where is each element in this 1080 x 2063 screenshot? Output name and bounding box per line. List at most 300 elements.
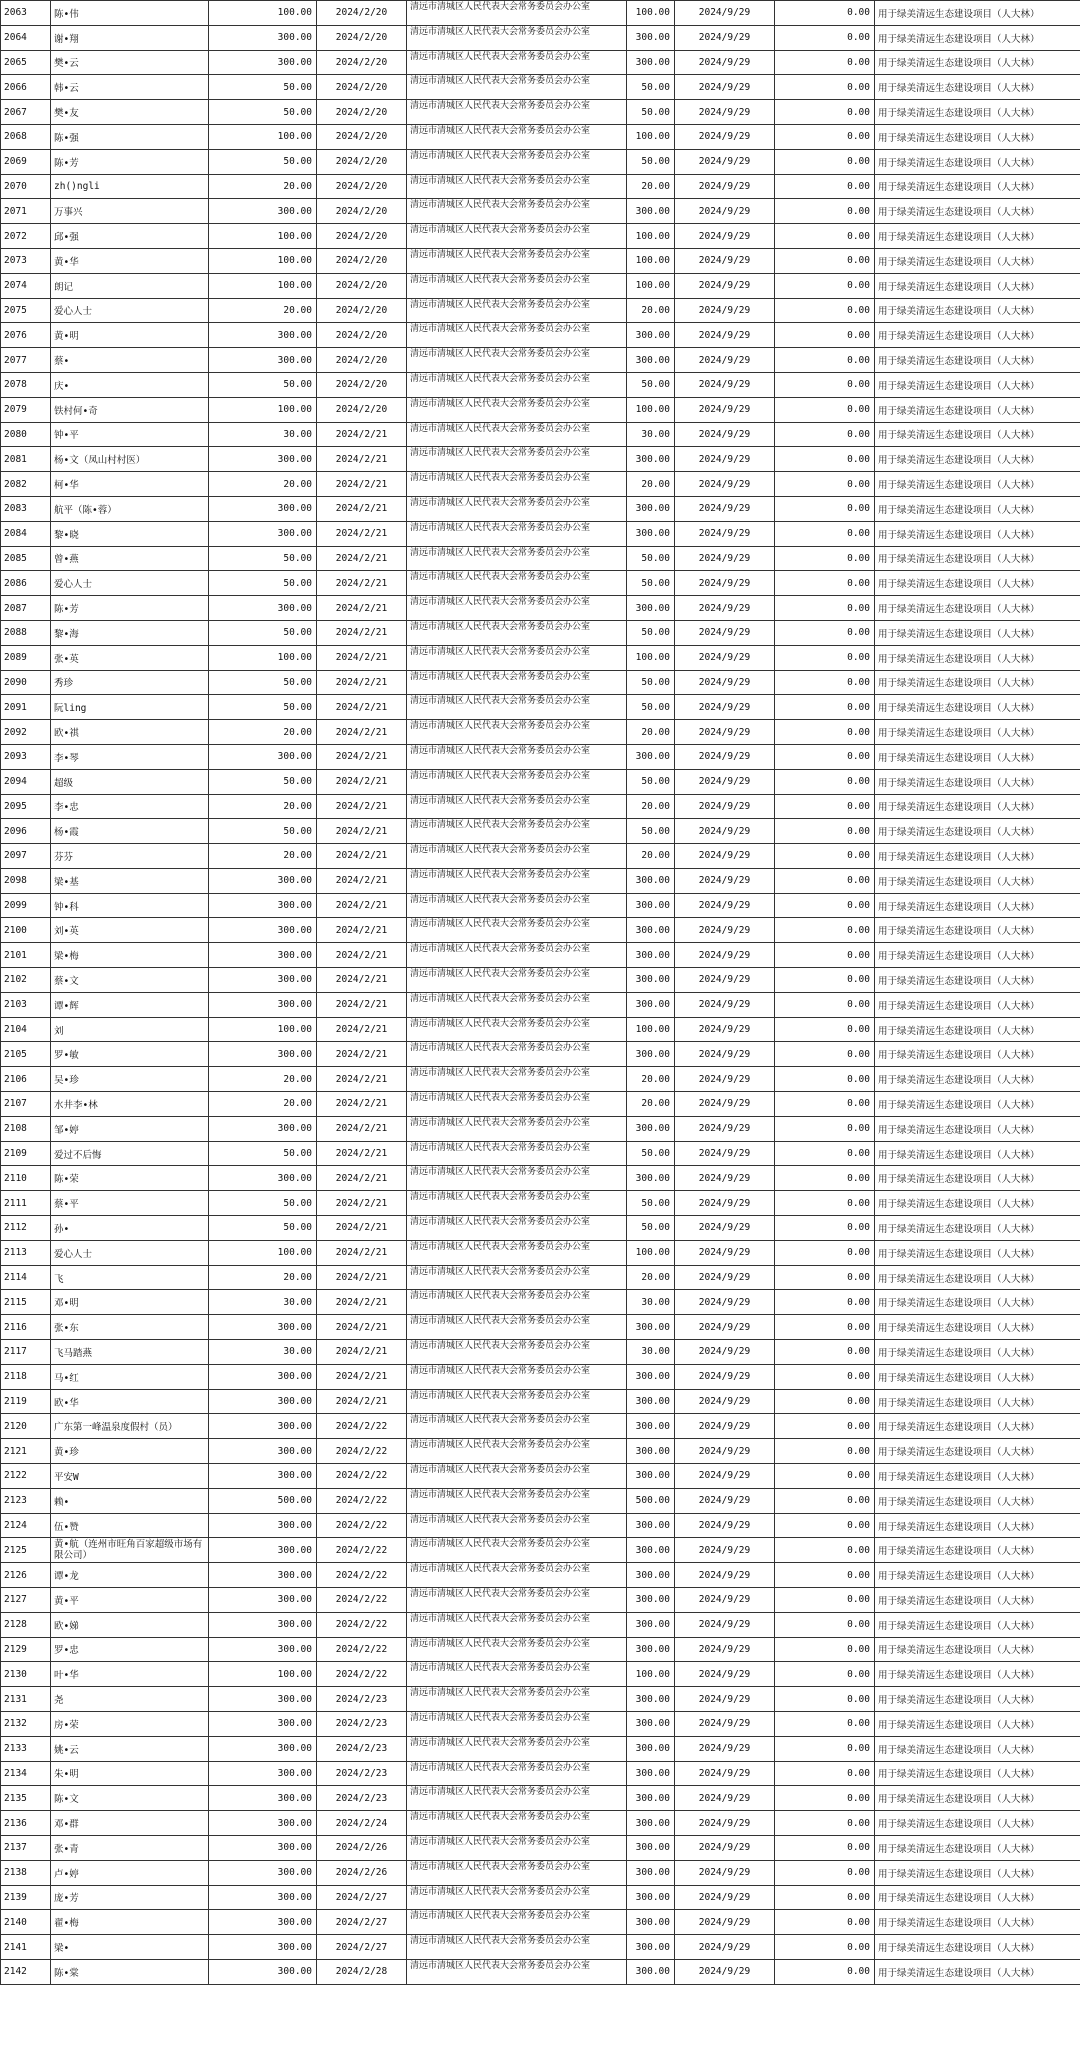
donation-amount-cell: 50.00 xyxy=(209,372,317,397)
donation-amount-cell: 300.00 xyxy=(209,1414,317,1439)
donation-date-cell: 2024/2/21 xyxy=(317,1116,407,1141)
donation-date-cell: 2024/2/26 xyxy=(317,1860,407,1885)
receipt-date-cell: 2024/9/29 xyxy=(675,1588,775,1613)
donation-date-cell: 2024/2/21 xyxy=(317,645,407,670)
received-amount-cell: 20.00 xyxy=(627,720,675,745)
donor-name-cell: 杨•霞 xyxy=(51,819,209,844)
receipt-date-cell: 2024/9/29 xyxy=(675,1711,775,1736)
donor-name-cell: 黄•珍 xyxy=(51,1439,209,1464)
purpose-cell: 用于绿美清远生态建设项目（人大林） xyxy=(875,1166,1080,1191)
row-seq-cell: 2136 xyxy=(1,1811,51,1836)
donation-amount-cell: 300.00 xyxy=(209,1761,317,1786)
donor-name-cell: 陈•棠 xyxy=(51,1959,209,1984)
receipt-date-cell: 2024/9/29 xyxy=(675,1017,775,1042)
receipt-date-cell: 2024/9/29 xyxy=(675,620,775,645)
table-row xyxy=(1,1464,1080,1489)
row-seq-cell: 2084 xyxy=(1,521,51,546)
received-amount-cell: 20.00 xyxy=(627,794,675,819)
balance-cell: 0.00 xyxy=(775,273,875,298)
donation-date-cell: 2024/2/20 xyxy=(317,25,407,50)
received-amount-cell: 20.00 xyxy=(627,1067,675,1092)
row-seq-cell: 2118 xyxy=(1,1364,51,1389)
row-seq-cell: 2067 xyxy=(1,100,51,125)
donation-date-cell: 2024/2/20 xyxy=(317,124,407,149)
recipient-org-cell: 清远市清城区人民代表大会常务委员会办公室 xyxy=(407,571,627,596)
donor-name-cell: 铁村何•奇 xyxy=(51,397,209,422)
row-seq-cell: 2090 xyxy=(1,670,51,695)
donation-amount-cell: 300.00 xyxy=(209,1166,317,1191)
table-row xyxy=(1,447,1080,472)
row-seq-cell: 2066 xyxy=(1,75,51,100)
purpose-cell: 用于绿美清远生态建设项目（人大林） xyxy=(875,496,1080,521)
receipt-date-cell: 2024/9/29 xyxy=(675,50,775,75)
row-seq-cell: 2140 xyxy=(1,1910,51,1935)
donation-amount-cell: 300.00 xyxy=(209,1786,317,1811)
donor-name-cell: 赖• xyxy=(51,1488,209,1513)
row-seq-cell: 2078 xyxy=(1,372,51,397)
purpose-cell: 用于绿美清远生态建设项目（人大林） xyxy=(875,1736,1080,1761)
row-seq-cell: 2082 xyxy=(1,472,51,497)
table-row xyxy=(1,472,1080,497)
recipient-org-cell: 清远市清城区人民代表大会常务委员会办公室 xyxy=(407,1216,627,1241)
receipt-date-cell: 2024/9/29 xyxy=(675,1067,775,1092)
recipient-org-cell: 清远市清城区人民代表大会常务委员会办公室 xyxy=(407,596,627,621)
row-seq-cell: 2110 xyxy=(1,1166,51,1191)
donation-date-cell: 2024/2/21 xyxy=(317,943,407,968)
row-seq-cell: 2094 xyxy=(1,769,51,794)
donor-name-cell: 欧•祺 xyxy=(51,720,209,745)
donation-amount-cell: 300.00 xyxy=(209,1736,317,1761)
table-row xyxy=(1,695,1080,720)
row-seq-cell: 2117 xyxy=(1,1340,51,1365)
received-amount-cell: 300.00 xyxy=(627,447,675,472)
purpose-cell: 用于绿美清远生态建设项目（人大林） xyxy=(875,620,1080,645)
donor-name-cell: 黄•平 xyxy=(51,1588,209,1613)
donation-amount-cell: 300.00 xyxy=(209,596,317,621)
table-row xyxy=(1,1116,1080,1141)
donation-date-cell: 2024/2/21 xyxy=(317,1067,407,1092)
donation-amount-cell: 300.00 xyxy=(209,50,317,75)
table-row xyxy=(1,397,1080,422)
recipient-org-cell: 清远市清城区人民代表大会常务委员会办公室 xyxy=(407,1959,627,1984)
received-amount-cell: 300.00 xyxy=(627,25,675,50)
row-seq-cell: 2097 xyxy=(1,844,51,869)
purpose-cell: 用于绿美清远生态建设项目（人大林） xyxy=(875,645,1080,670)
table-row xyxy=(1,1736,1080,1761)
purpose-cell: 用于绿美清远生态建设项目（人大林） xyxy=(875,744,1080,769)
donor-name-cell: 罗•忠 xyxy=(51,1637,209,1662)
purpose-cell: 用于绿美清远生态建设项目（人大林） xyxy=(875,1488,1080,1513)
table-row xyxy=(1,1265,1080,1290)
table-row xyxy=(1,1240,1080,1265)
balance-cell: 0.00 xyxy=(775,149,875,174)
received-amount-cell: 300.00 xyxy=(627,943,675,968)
table-row xyxy=(1,1439,1080,1464)
donation-amount-cell: 300.00 xyxy=(209,348,317,373)
donation-amount-cell: 20.00 xyxy=(209,472,317,497)
receipt-date-cell: 2024/9/29 xyxy=(675,496,775,521)
table-row xyxy=(1,1092,1080,1117)
balance-cell: 0.00 xyxy=(775,992,875,1017)
table-row xyxy=(1,1067,1080,1092)
received-amount-cell: 50.00 xyxy=(627,372,675,397)
purpose-cell: 用于绿美清远生态建设项目（人大林） xyxy=(875,1092,1080,1117)
balance-cell: 0.00 xyxy=(775,645,875,670)
purpose-cell: 用于绿美清远生态建设项目（人大林） xyxy=(875,25,1080,50)
table-row xyxy=(1,844,1080,869)
donation-amount-cell: 50.00 xyxy=(209,1191,317,1216)
donation-date-cell: 2024/2/21 xyxy=(317,1364,407,1389)
received-amount-cell: 300.00 xyxy=(627,1959,675,1984)
row-seq-cell: 2099 xyxy=(1,893,51,918)
purpose-cell: 用于绿美清远生态建设项目（人大林） xyxy=(875,1662,1080,1687)
table-row xyxy=(1,1711,1080,1736)
table-row xyxy=(1,720,1080,745)
receipt-date-cell: 2024/9/29 xyxy=(675,695,775,720)
purpose-cell: 用于绿美清远生态建设项目（人大林） xyxy=(875,1959,1080,1984)
purpose-cell: 用于绿美清远生态建设项目（人大林） xyxy=(875,1315,1080,1340)
receipt-date-cell: 2024/9/29 xyxy=(675,1439,775,1464)
table-row xyxy=(1,1612,1080,1637)
received-amount-cell: 50.00 xyxy=(627,100,675,125)
row-seq-cell: 2068 xyxy=(1,124,51,149)
donation-amount-cell: 50.00 xyxy=(209,100,317,125)
donor-name-cell: 广东第一峰温泉度假村（员） xyxy=(51,1414,209,1439)
table-row xyxy=(1,496,1080,521)
receipt-date-cell: 2024/9/29 xyxy=(675,670,775,695)
donor-name-cell: 梁•基 xyxy=(51,868,209,893)
received-amount-cell: 50.00 xyxy=(627,1141,675,1166)
purpose-cell: 用于绿美清远生态建设项目（人大林） xyxy=(875,124,1080,149)
donation-date-cell: 2024/2/21 xyxy=(317,620,407,645)
purpose-cell: 用于绿美清远生态建设项目（人大林） xyxy=(875,397,1080,422)
donation-amount-cell: 300.00 xyxy=(209,1513,317,1538)
donor-name-cell: 水井李•林 xyxy=(51,1092,209,1117)
table-row xyxy=(1,546,1080,571)
recipient-org-cell: 清远市清城区人民代表大会常务委员会办公室 xyxy=(407,1389,627,1414)
balance-cell: 0.00 xyxy=(775,1761,875,1786)
receipt-date-cell: 2024/9/29 xyxy=(675,75,775,100)
purpose-cell: 用于绿美清远生态建设项目（人大林） xyxy=(875,348,1080,373)
table-row xyxy=(1,1488,1080,1513)
table-row xyxy=(1,918,1080,943)
donation-amount-cell: 100.00 xyxy=(209,124,317,149)
table-row xyxy=(1,248,1080,273)
balance-cell: 0.00 xyxy=(775,1860,875,1885)
received-amount-cell: 300.00 xyxy=(627,1761,675,1786)
balance-cell: 0.00 xyxy=(775,372,875,397)
balance-cell: 0.00 xyxy=(775,323,875,348)
donation-date-cell: 2024/2/20 xyxy=(317,75,407,100)
purpose-cell: 用于绿美清远生态建设项目（人大林） xyxy=(875,298,1080,323)
donation-date-cell: 2024/2/21 xyxy=(317,1092,407,1117)
donation-amount-cell: 300.00 xyxy=(209,496,317,521)
recipient-org-cell: 清远市清城区人民代表大会常务委员会办公室 xyxy=(407,1464,627,1489)
balance-cell: 0.00 xyxy=(775,422,875,447)
row-seq-cell: 2119 xyxy=(1,1389,51,1414)
recipient-org-cell: 清远市清城区人民代表大会常务委员会办公室 xyxy=(407,521,627,546)
donation-date-cell: 2024/2/23 xyxy=(317,1786,407,1811)
received-amount-cell: 300.00 xyxy=(627,1711,675,1736)
received-amount-cell: 300.00 xyxy=(627,1166,675,1191)
received-amount-cell: 300.00 xyxy=(627,199,675,224)
receipt-date-cell: 2024/9/29 xyxy=(675,769,775,794)
table-row xyxy=(1,1761,1080,1786)
table-row xyxy=(1,893,1080,918)
recipient-org-cell: 清远市清城区人民代表大会常务委员会办公室 xyxy=(407,1191,627,1216)
balance-cell: 0.00 xyxy=(775,1538,875,1563)
recipient-org-cell: 清远市清城区人民代表大会常务委员会办公室 xyxy=(407,1736,627,1761)
balance-cell: 0.00 xyxy=(775,1513,875,1538)
recipient-org-cell: 清远市清城区人民代表大会常务委员会办公室 xyxy=(407,1885,627,1910)
row-seq-cell: 2139 xyxy=(1,1885,51,1910)
received-amount-cell: 30.00 xyxy=(627,1340,675,1365)
received-amount-cell: 50.00 xyxy=(627,769,675,794)
donation-amount-cell: 300.00 xyxy=(209,1959,317,1984)
table-row xyxy=(1,1340,1080,1365)
row-seq-cell: 2112 xyxy=(1,1216,51,1241)
table-row xyxy=(1,943,1080,968)
donation-date-cell: 2024/2/21 xyxy=(317,1191,407,1216)
row-seq-cell: 2073 xyxy=(1,248,51,273)
received-amount-cell: 300.00 xyxy=(627,596,675,621)
balance-cell: 0.00 xyxy=(775,124,875,149)
recipient-org-cell: 清远市清城区人民代表大会常务委员会办公室 xyxy=(407,224,627,249)
purpose-cell: 用于绿美清远生态建设项目（人大林） xyxy=(875,472,1080,497)
donation-amount-cell: 20.00 xyxy=(209,1265,317,1290)
purpose-cell: 用于绿美清远生态建设项目（人大林） xyxy=(875,1240,1080,1265)
donor-name-cell: 邓•群 xyxy=(51,1811,209,1836)
row-seq-cell: 2096 xyxy=(1,819,51,844)
row-seq-cell: 2132 xyxy=(1,1711,51,1736)
recipient-org-cell: 清远市清城区人民代表大会常务委员会办公室 xyxy=(407,844,627,869)
table-row xyxy=(1,968,1080,993)
donor-name-cell: 欧•华 xyxy=(51,1389,209,1414)
table-row xyxy=(1,1364,1080,1389)
donation-amount-cell: 300.00 xyxy=(209,918,317,943)
donation-amount-cell: 300.00 xyxy=(209,1116,317,1141)
recipient-org-cell: 清远市清城区人民代表大会常务委员会办公室 xyxy=(407,1711,627,1736)
row-seq-cell: 2102 xyxy=(1,968,51,993)
donation-date-cell: 2024/2/24 xyxy=(317,1811,407,1836)
donation-amount-cell: 50.00 xyxy=(209,75,317,100)
receipt-date-cell: 2024/9/29 xyxy=(675,472,775,497)
table-row xyxy=(1,1216,1080,1241)
received-amount-cell: 30.00 xyxy=(627,422,675,447)
received-amount-cell: 100.00 xyxy=(627,224,675,249)
donor-name-cell: 马•红 xyxy=(51,1364,209,1389)
receipt-date-cell: 2024/9/29 xyxy=(675,546,775,571)
donor-name-cell: 秀珍 xyxy=(51,670,209,695)
donation-date-cell: 2024/2/21 xyxy=(317,893,407,918)
balance-cell: 0.00 xyxy=(775,769,875,794)
donation-date-cell: 2024/2/21 xyxy=(317,720,407,745)
row-seq-cell: 2115 xyxy=(1,1290,51,1315)
receipt-date-cell: 2024/9/29 xyxy=(675,596,775,621)
row-seq-cell: 2131 xyxy=(1,1687,51,1712)
received-amount-cell: 300.00 xyxy=(627,1786,675,1811)
receipt-date-cell: 2024/9/29 xyxy=(675,992,775,1017)
receipt-date-cell: 2024/9/29 xyxy=(675,794,775,819)
recipient-org-cell: 清远市清城区人民代表大会常务委员会办公室 xyxy=(407,1588,627,1613)
donation-date-cell: 2024/2/22 xyxy=(317,1439,407,1464)
table-row xyxy=(1,645,1080,670)
donor-name-cell: 叶•华 xyxy=(51,1662,209,1687)
donation-date-cell: 2024/2/21 xyxy=(317,794,407,819)
recipient-org-cell: 清远市清城区人民代表大会常务委员会办公室 xyxy=(407,124,627,149)
received-amount-cell: 50.00 xyxy=(627,571,675,596)
row-seq-cell: 2128 xyxy=(1,1612,51,1637)
row-seq-cell: 2114 xyxy=(1,1265,51,1290)
balance-cell: 0.00 xyxy=(775,1,875,26)
purpose-cell: 用于绿美清远生态建设项目（人大林） xyxy=(875,1414,1080,1439)
donation-date-cell: 2024/2/21 xyxy=(317,992,407,1017)
receipt-date-cell: 2024/9/29 xyxy=(675,819,775,844)
donation-date-cell: 2024/2/20 xyxy=(317,224,407,249)
donation-amount-cell: 30.00 xyxy=(209,1340,317,1365)
donation-amount-cell: 50.00 xyxy=(209,620,317,645)
balance-cell: 0.00 xyxy=(775,447,875,472)
donation-amount-cell: 300.00 xyxy=(209,1811,317,1836)
received-amount-cell: 50.00 xyxy=(627,1216,675,1241)
recipient-org-cell: 清远市清城区人民代表大会常务委员会办公室 xyxy=(407,472,627,497)
donation-amount-cell: 100.00 xyxy=(209,1,317,26)
table-row xyxy=(1,670,1080,695)
receipt-date-cell: 2024/9/29 xyxy=(675,1637,775,1662)
donation-amount-cell: 50.00 xyxy=(209,695,317,720)
donation-date-cell: 2024/2/22 xyxy=(317,1637,407,1662)
donation-date-cell: 2024/2/21 xyxy=(317,596,407,621)
receipt-date-cell: 2024/9/29 xyxy=(675,943,775,968)
donor-name-cell: 蔡•平 xyxy=(51,1191,209,1216)
donor-name-cell: 飞 xyxy=(51,1265,209,1290)
purpose-cell: 用于绿美清远生态建设项目（人大林） xyxy=(875,546,1080,571)
purpose-cell: 用于绿美清远生态建设项目（人大林） xyxy=(875,1538,1080,1563)
receipt-date-cell: 2024/9/29 xyxy=(675,124,775,149)
receipt-date-cell: 2024/9/29 xyxy=(675,1538,775,1563)
donation-date-cell: 2024/2/21 xyxy=(317,670,407,695)
recipient-org-cell: 清远市清城区人民代表大会常务委员会办公室 xyxy=(407,422,627,447)
balance-cell: 0.00 xyxy=(775,100,875,125)
received-amount-cell: 300.00 xyxy=(627,323,675,348)
donor-name-cell: 朱•明 xyxy=(51,1761,209,1786)
purpose-cell: 用于绿美清远生态建设项目（人大林） xyxy=(875,1042,1080,1067)
donor-name-cell: 张•英 xyxy=(51,645,209,670)
row-seq-cell: 2091 xyxy=(1,695,51,720)
recipient-org-cell: 清远市清城区人民代表大会常务委员会办公室 xyxy=(407,1513,627,1538)
receipt-date-cell: 2024/9/29 xyxy=(675,1216,775,1241)
table-row xyxy=(1,1885,1080,1910)
balance-cell: 0.00 xyxy=(775,1290,875,1315)
donor-name-cell: zh()ngli xyxy=(51,174,209,199)
recipient-org-cell: 清远市清城区人民代表大会常务委员会办公室 xyxy=(407,447,627,472)
receipt-date-cell: 2024/9/29 xyxy=(675,1860,775,1885)
donation-amount-cell: 300.00 xyxy=(209,1464,317,1489)
purpose-cell: 用于绿美清远生态建设项目（人大林） xyxy=(875,1067,1080,1092)
balance-cell: 0.00 xyxy=(775,1563,875,1588)
donation-date-cell: 2024/2/22 xyxy=(317,1414,407,1439)
donation-amount-cell: 300.00 xyxy=(209,1439,317,1464)
purpose-cell: 用于绿美清远生态建设项目（人大林） xyxy=(875,199,1080,224)
purpose-cell: 用于绿美清远生态建设项目（人大林） xyxy=(875,844,1080,869)
donation-date-cell: 2024/2/21 xyxy=(317,422,407,447)
donation-amount-cell: 100.00 xyxy=(209,224,317,249)
donation-date-cell: 2024/2/22 xyxy=(317,1538,407,1563)
recipient-org-cell: 清远市清城区人民代表大会常务委员会办公室 xyxy=(407,372,627,397)
balance-cell: 0.00 xyxy=(775,1935,875,1960)
receipt-date-cell: 2024/9/29 xyxy=(675,100,775,125)
donation-amount-cell: 30.00 xyxy=(209,422,317,447)
purpose-cell: 用于绿美清远生态建设项目（人大林） xyxy=(875,1191,1080,1216)
receipt-date-cell: 2024/9/29 xyxy=(675,1488,775,1513)
received-amount-cell: 50.00 xyxy=(627,670,675,695)
purpose-cell: 用于绿美清远生态建设项目（人大林） xyxy=(875,1464,1080,1489)
receipt-date-cell: 2024/9/29 xyxy=(675,868,775,893)
recipient-org-cell: 清远市清城区人民代表大会常务委员会办公室 xyxy=(407,323,627,348)
purpose-cell: 用于绿美清远生态建设项目（人大林） xyxy=(875,571,1080,596)
balance-cell: 0.00 xyxy=(775,1637,875,1662)
receipt-date-cell: 2024/9/29 xyxy=(675,199,775,224)
donation-amount-cell: 300.00 xyxy=(209,968,317,993)
recipient-org-cell: 清远市清城区人民代表大会常务委员会办公室 xyxy=(407,75,627,100)
donor-name-cell: 陈•伟 xyxy=(51,1,209,26)
donation-amount-cell: 300.00 xyxy=(209,1860,317,1885)
donation-date-cell: 2024/2/26 xyxy=(317,1835,407,1860)
receipt-date-cell: 2024/9/29 xyxy=(675,1166,775,1191)
purpose-cell: 用于绿美清远生态建设项目（人大林） xyxy=(875,769,1080,794)
purpose-cell: 用于绿美清远生态建设项目（人大林） xyxy=(875,1439,1080,1464)
donation-amount-cell: 50.00 xyxy=(209,571,317,596)
donation-date-cell: 2024/2/22 xyxy=(317,1662,407,1687)
purpose-cell: 用于绿美清远生态建设项目（人大林） xyxy=(875,149,1080,174)
balance-cell: 0.00 xyxy=(775,1414,875,1439)
donation-date-cell: 2024/2/21 xyxy=(317,1042,407,1067)
donor-name-cell: 刘 xyxy=(51,1017,209,1042)
recipient-org-cell: 清远市清城区人民代表大会常务委员会办公室 xyxy=(407,298,627,323)
donor-name-cell: 张•青 xyxy=(51,1835,209,1860)
balance-cell: 0.00 xyxy=(775,1488,875,1513)
donor-name-cell: 张•东 xyxy=(51,1315,209,1340)
recipient-org-cell: 清远市清城区人民代表大会常务委员会办公室 xyxy=(407,1067,627,1092)
balance-cell: 0.00 xyxy=(775,1910,875,1935)
receipt-date-cell: 2024/9/29 xyxy=(675,174,775,199)
balance-cell: 0.00 xyxy=(775,844,875,869)
receipt-date-cell: 2024/9/29 xyxy=(675,893,775,918)
donation-amount-cell: 20.00 xyxy=(209,1092,317,1117)
purpose-cell: 用于绿美清远生态建设项目（人大林） xyxy=(875,1513,1080,1538)
donation-amount-cell: 50.00 xyxy=(209,1216,317,1241)
donor-name-cell: 阮ling xyxy=(51,695,209,720)
row-seq-cell: 2106 xyxy=(1,1067,51,1092)
table-row xyxy=(1,1042,1080,1067)
purpose-cell: 用于绿美清远生态建设项目（人大林） xyxy=(875,224,1080,249)
received-amount-cell: 300.00 xyxy=(627,1513,675,1538)
table-row xyxy=(1,149,1080,174)
receipt-date-cell: 2024/9/29 xyxy=(675,844,775,869)
donation-date-cell: 2024/2/23 xyxy=(317,1736,407,1761)
recipient-org-cell: 清远市清城区人民代表大会常务委员会办公室 xyxy=(407,1042,627,1067)
receipt-date-cell: 2024/9/29 xyxy=(675,1687,775,1712)
donation-amount-cell: 300.00 xyxy=(209,744,317,769)
recipient-org-cell: 清远市清城区人民代表大会常务委员会办公室 xyxy=(407,1687,627,1712)
received-amount-cell: 300.00 xyxy=(627,1835,675,1860)
received-amount-cell: 300.00 xyxy=(627,521,675,546)
donor-name-cell: 李•忠 xyxy=(51,794,209,819)
purpose-cell: 用于绿美清远生态建设项目（人大林） xyxy=(875,918,1080,943)
ledger-rows xyxy=(1,1,1080,1985)
donor-name-cell: 黄•华 xyxy=(51,248,209,273)
receipt-date-cell: 2024/9/29 xyxy=(675,1240,775,1265)
